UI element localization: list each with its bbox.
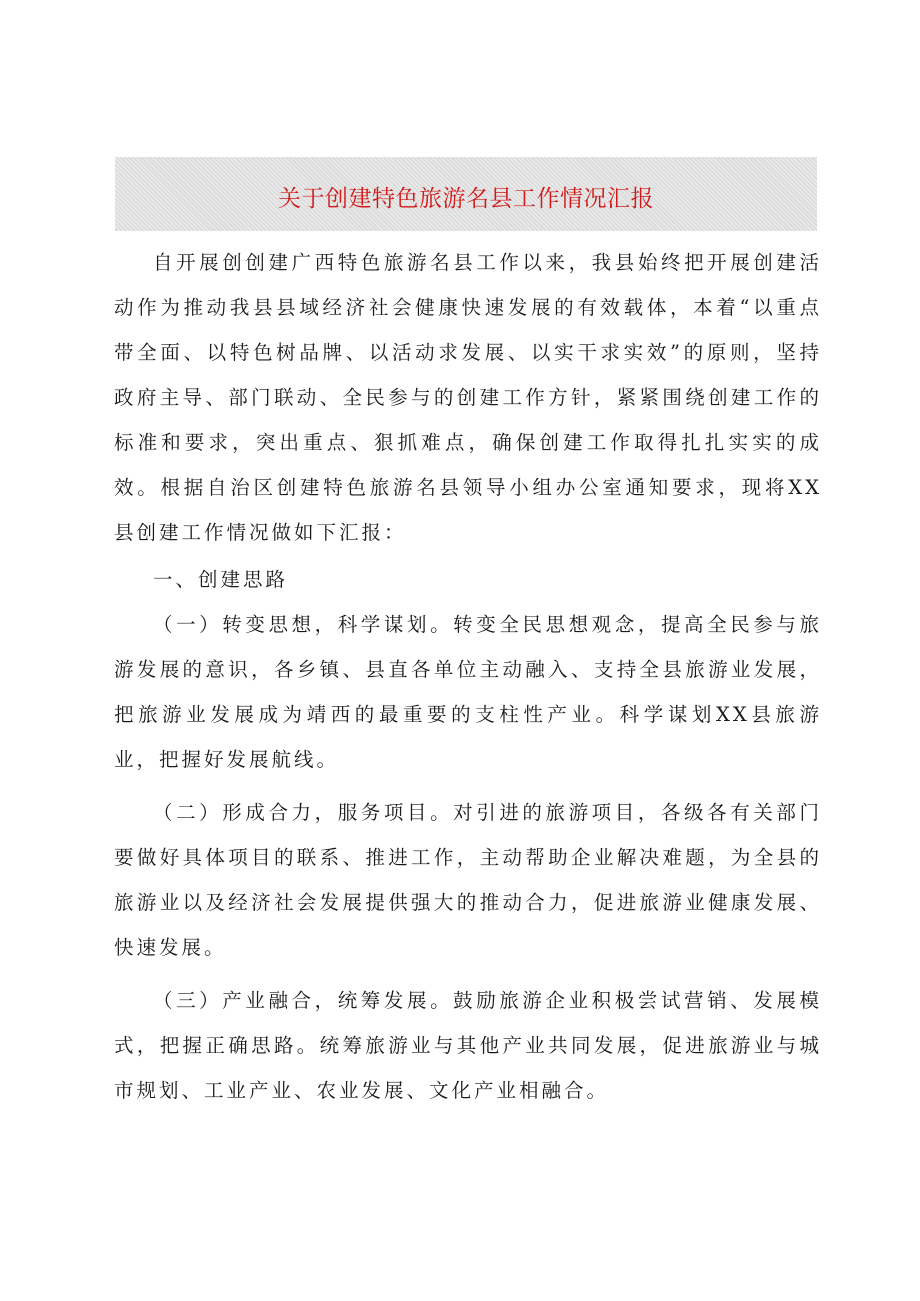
paragraph-1: （一）转变思想，科学谋划。转变全民思想观念，提高全民参与旅游发展的意识，各乡镇、县直各单位主动融入、支持全县旅游业发展，把旅游业发展成为靖西的最重要的支柱性产业。科学谋划XX县旅游业，把握好发展航线。 <box>114 613 822 771</box>
title-banner <box>115 157 817 231</box>
intro-paragraph: 自开展创创建广西特色旅游名县工作以来，我县始终把开展创建活动作为推动我县县域经济社会健康快速发展的有效载体，本着“以重点带全面、以特色树品牌、以活动求发展、以实干求实效”的原则，坚持政府主导、部门联动、全民参与的创建工作方针，紧紧围绕创建工作的标准和要求，突出重点、狠抓难点，确保创建工作取得扎扎实实的成效。根据自治区创建特色旅游名县领导小组办公室通知要求，现将XX县创建工作情况做如下汇报： <box>114 251 822 544</box>
paragraph-2: （二）形成合力，服务项目。对引进的旅游项目，各级各有关部门要做好具体项目的联系、推进工作，主动帮助企业解决难题，为全县的旅游业以及经济社会发展提供强大的推动合力，促进旅游业健康发展、快速发展。 <box>114 801 822 959</box>
section-heading-1: 一、创建思路 <box>153 568 289 591</box>
paragraph-3: （三）产业融合，统筹发展。鼓励旅游企业积极尝试营销、发展模式，把握正确思路。统筹旅游业与其他产业共同发展，促进旅游业与城市规划、工业产业、农业发展、文化产业相融合。 <box>114 989 822 1102</box>
document-title: 关于创建特色旅游名县工作情况汇报 <box>278 185 654 212</box>
document-body <box>114 240 822 1113</box>
